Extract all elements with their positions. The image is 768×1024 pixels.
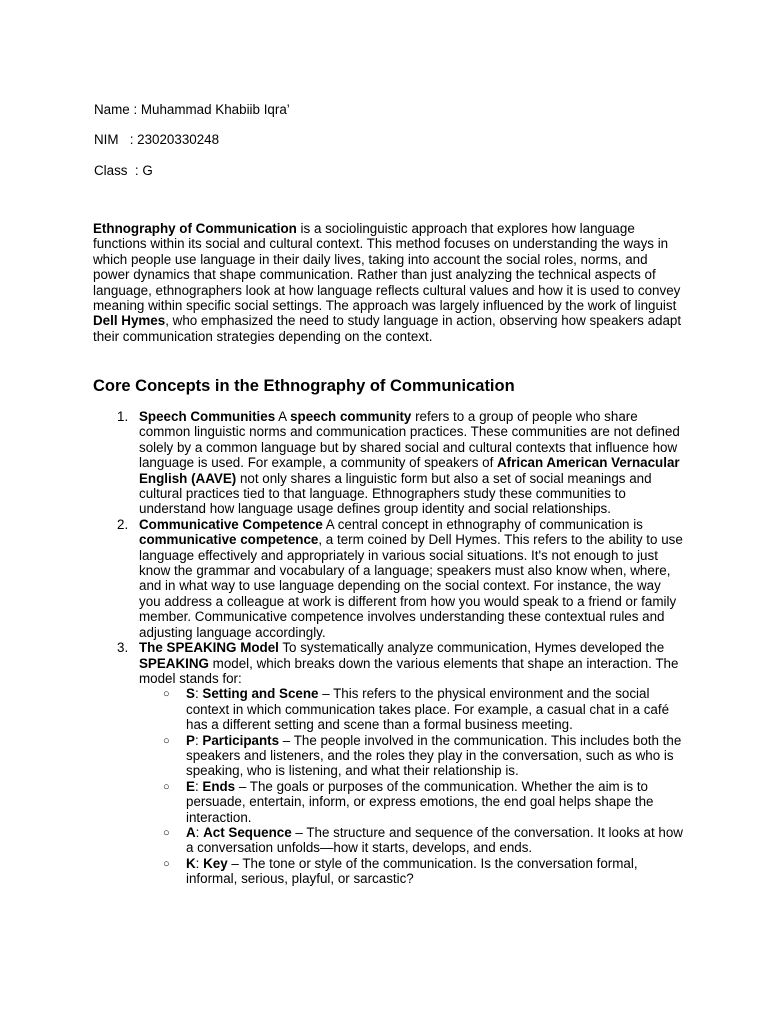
speaking-label: Act Sequence [203, 824, 292, 840]
student-name: Name : Muhammad Khabiib Iqra’ [94, 102, 290, 117]
speaking-item-p [139, 733, 683, 779]
section-heading: Core Concepts in the Ethnography of Communication [93, 377, 515, 395]
concept-text: model, which breaks down the various elements that shape an interaction. The model stands for: [139, 655, 679, 686]
concept-item-communicative-competence [93, 517, 683, 640]
speaking-label: Key [203, 855, 228, 871]
circle-bullet-icon: ○ [163, 857, 170, 870]
concept-text: A [275, 409, 291, 424]
speaking-text: – The tone or style of the communication. Is the conversation formal, informal, serious, playful, or sarcastic? [186, 855, 638, 887]
list-number: 1. [117, 409, 129, 424]
intro-text-1: is a sociolinguistic approach that explores how language functions within its social and cultural context. This method focuses on understanding the ways in which people use language in their daily lives, taking into account the social roles, norms, and power dynamics that shape communication. Rather than just analyzing the technical aspects of language, ethnographers look at how language reflects cultural values and how it is used to convey meaning within specific social settings. The approach was largely influenced by the work of linguist [93, 221, 681, 314]
speaking-text: – The structure and sequence of the conversation. It looks at how a conversation unfolds—how it starts, develops, and ends. [186, 824, 683, 856]
concept-bold-term: African American Vernacular English (AAVE) [139, 455, 680, 486]
speaking-colon: : [194, 732, 203, 748]
concept-bold-term: communicative competence [139, 532, 319, 548]
intro-person: Dell Hymes [93, 313, 166, 329]
speaking-item-e [139, 779, 683, 825]
concept-item-speaking-model [93, 640, 683, 887]
list-number: 2. [117, 516, 129, 532]
circle-bullet-icon: ○ [163, 780, 170, 793]
speaking-text: – This refers to the physical environment and the social context in which communication takes place. For example, a casual chat in a café has a different setting and scene than a formal business meeting. [186, 686, 670, 733]
speaking-label: Setting and Scene [202, 686, 319, 702]
concept-title: The SPEAKING Model [139, 640, 279, 656]
speaking-colon: : [194, 778, 203, 794]
concept-bold-term: SPEAKING [139, 655, 209, 671]
intro-text-2: , who emphasized the need to study language in action, observing how speakers adapt their communication strategies depending on the context. [93, 313, 682, 344]
intro-term: Ethnography of Communication [93, 221, 297, 236]
intro-paragraph [93, 221, 683, 344]
speaking-colon: : [195, 824, 204, 840]
speaking-colon: : [194, 686, 203, 702]
speaking-item-s [139, 686, 683, 732]
speaking-item-k [139, 856, 683, 887]
list-number: 3. [117, 640, 129, 656]
concept-bold-term: speech community [290, 409, 412, 424]
speaking-letter: E [186, 778, 195, 794]
speaking-text: – The people involved in the communication. This includes both the speakers and listeners, and the roles they play in the conversation, such as who is speaking, who is listening, and what their relationship is. [186, 732, 682, 779]
concept-item-speech-communities [93, 409, 683, 517]
concept-text: To systematically analyze communication, Hymes developed the [278, 640, 665, 656]
concepts-list [93, 409, 683, 887]
concept-title: Speech Communities [139, 409, 276, 424]
speaking-model-list [139, 686, 683, 886]
concept-text: , a term coined by Dell Hymes. This refers to the ability to use language effectively and appropriately in various social situations. It's not enough to just know the grammar and vocabulary of a language; speakers must also know when, where, and in what way to use language depending on the social context. For instance, the way you address a colleague at work is different from how you would speak to a friend or family member. Communicative competence involves understanding these contextual rules and adjusting language accordingly. [139, 532, 683, 640]
speaking-letter: P [186, 732, 195, 748]
circle-bullet-icon: ○ [163, 826, 170, 839]
student-class: Class : G [94, 163, 153, 178]
speaking-letter: S [186, 686, 195, 702]
circle-bullet-icon: ○ [163, 688, 170, 701]
speaking-label: Participants [202, 732, 280, 748]
concept-title: Communicative Competence [139, 516, 323, 532]
concept-text: A central concept in ethnography of communication is [322, 516, 643, 532]
concept-text: not only shares a linguistic form but also a set of social meanings and cultural practices tied to that language. Ethnographers study these communities to understand how language usage defines group identity and social relationships. [139, 470, 652, 517]
speaking-letter: K [186, 855, 196, 871]
circle-bullet-icon: ○ [163, 734, 170, 747]
speaking-letter: A [186, 824, 196, 840]
speaking-colon: : [195, 855, 204, 871]
speaking-item-a [139, 825, 683, 856]
student-nim: NIM : 23020330248 [94, 132, 220, 147]
concept-text: refers to a group of people who share common linguistic norms and communication practices. These communities are not defined solely by a common language but by shared social and cultural contexts that influence how language is used. For example, a community of speakers of [139, 409, 680, 471]
speaking-label: Ends [202, 778, 236, 794]
speaking-text: – The goals or purposes of the communication. Whether the aim is to persuade, entertain, inform, or express emotions, the end goal helps shape the interaction. [186, 778, 654, 825]
